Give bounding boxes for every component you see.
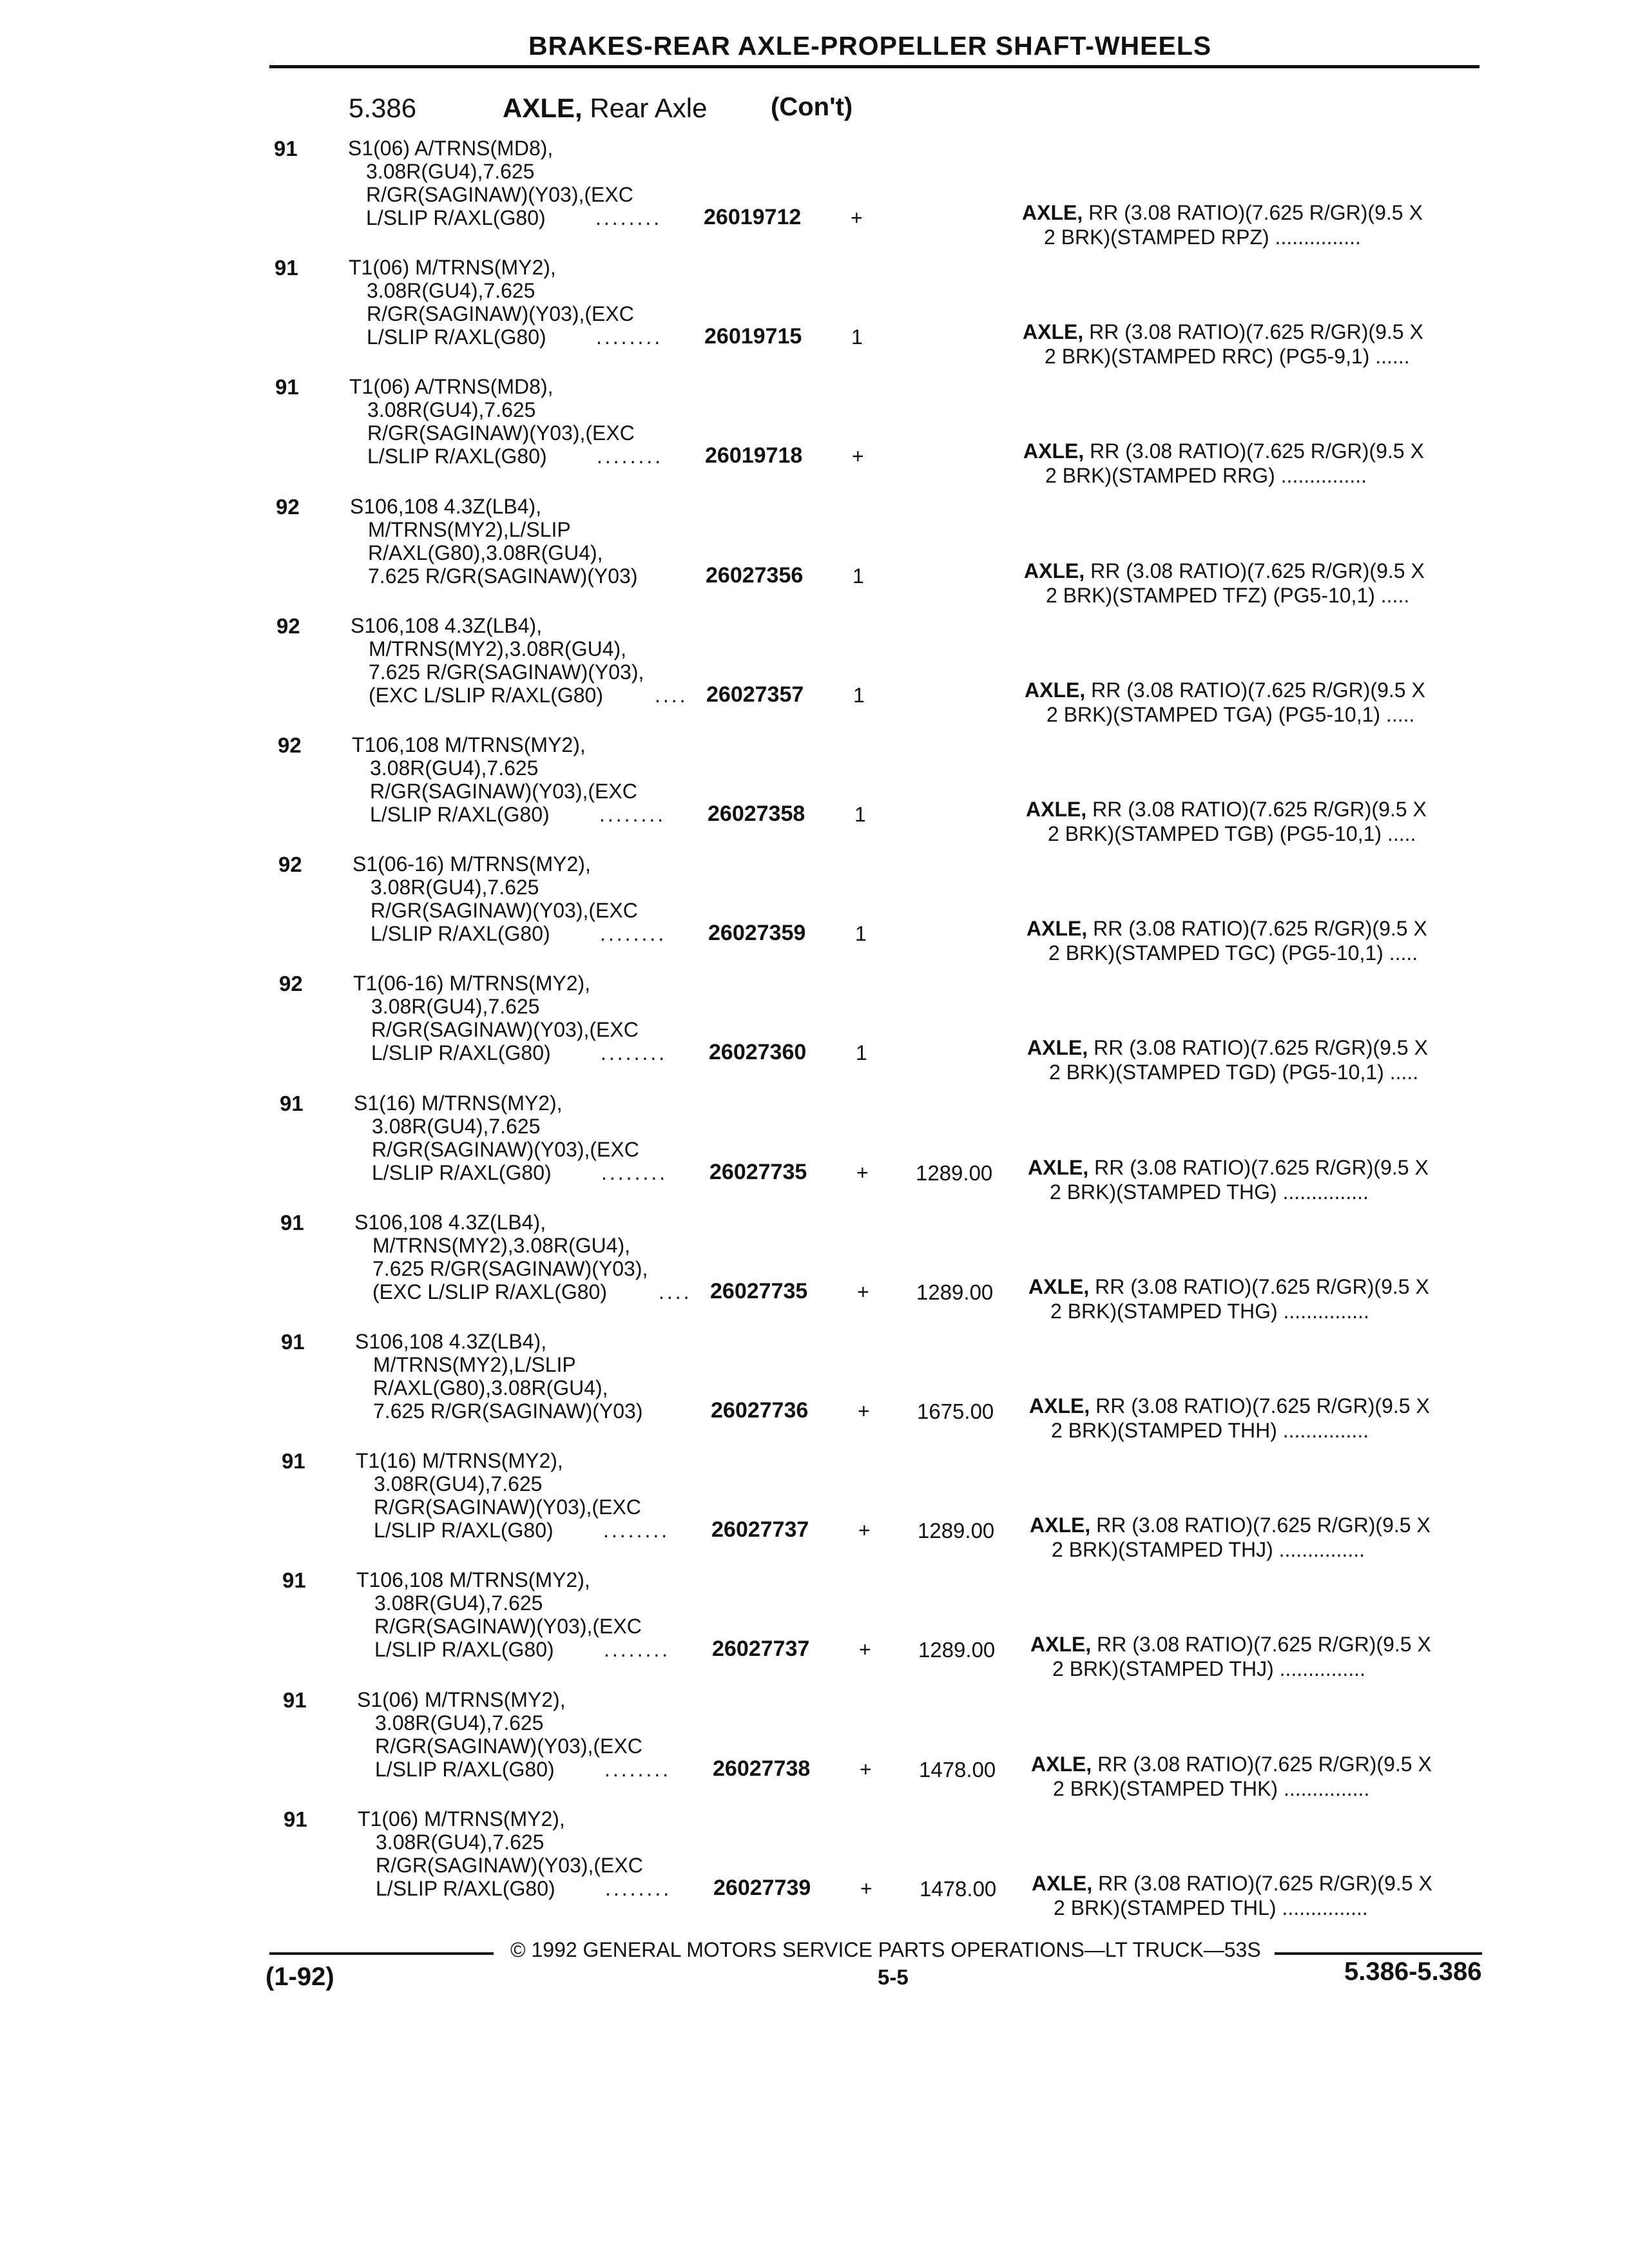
header-rule (269, 65, 1480, 68)
part-name-keyword: AXLE, (1025, 678, 1086, 702)
footer-section-range: 5.386-5.386 (1344, 1957, 1482, 1986)
part-name-keyword: AXLE, (1032, 1872, 1093, 1895)
quantity-indicator: + (860, 1877, 872, 1900)
part-name-line (1030, 1633, 1431, 1657)
section-title (503, 93, 707, 124)
description-line: T1(06) A/TRNS(MD8), (349, 375, 554, 398)
list-price: 1675.00 (917, 1399, 994, 1423)
part-name-detail: RR (3.08 RATIO)(7.625 R/GR)(9.5 X (1090, 1514, 1431, 1537)
part-name-continuation: 2 BRK)(STAMPED THL) ............... (1054, 1896, 1368, 1919)
part-number: 26027737 (712, 1637, 810, 1661)
parts-entry (0, 1568, 1629, 1687)
parts-entry (0, 1688, 1629, 1807)
part-name-keyword: AXLE, (1030, 1633, 1092, 1656)
description-line: 7.625 R/GR(SAGINAW)(Y03) (368, 564, 638, 588)
description-line: 3.08R(GU4),7.625 (374, 1591, 543, 1615)
part-name-continuation: 2 BRK)(STAMPED RRG) ............... (1045, 464, 1367, 487)
part-name-detail: RR (3.08 RATIO)(7.625 R/GR)(9.5 X (1085, 678, 1425, 702)
description-line: R/AXL(G80),3.08R(GU4), (368, 541, 603, 564)
description-line: R/GR(SAGINAW)(Y03),(EXC (367, 302, 634, 325)
quantity-indicator: 1 (853, 684, 865, 707)
leader-dots: ........ (604, 1758, 671, 1781)
part-name-detail: RR (3.08 RATIO)(7.625 R/GR)(9.5 X (1087, 917, 1427, 940)
part-number: 26027735 (710, 1279, 808, 1303)
part-name-keyword: AXLE, (1023, 320, 1084, 343)
part-name-line (1027, 1036, 1428, 1060)
description-line: R/GR(SAGINAW)(Y03),(EXC (372, 1138, 639, 1161)
part-name-line (1023, 439, 1424, 463)
part-name-keyword: AXLE, (1030, 1514, 1091, 1537)
description-line: S106,108 4.3Z(LB4), (355, 1330, 547, 1353)
leader-dots: ........ (604, 1638, 671, 1661)
part-name-detail: RR (3.08 RATIO)(7.625 R/GR)(9.5 X (1092, 1753, 1432, 1776)
part-number: 26027358 (708, 802, 805, 826)
description-line: T1(06) M/TRNS(MY2), (358, 1807, 565, 1831)
figure-number: 91 (282, 1449, 305, 1473)
part-name-detail: RR (3.08 RATIO)(7.625 R/GR)(9.5 X (1083, 320, 1423, 343)
part-name-detail: RR (3.08 RATIO)(7.625 R/GR)(9.5 X (1083, 201, 1423, 224)
figure-number: 91 (275, 375, 299, 399)
description-line: L/SLIP R/AXL(G80) (376, 1877, 555, 1900)
part-name-detail: RR (3.08 RATIO)(7.625 R/GR)(9.5 X (1089, 1275, 1429, 1298)
description-line: L/SLIP R/AXL(G80) (371, 1041, 551, 1064)
part-name-keyword: AXLE, (1027, 917, 1088, 940)
parts-entry (0, 1807, 1629, 1926)
part-name-continuation: 2 BRK)(STAMPED TFZ) (PG5-10,1) ..... (1046, 584, 1410, 607)
part-name-line (1032, 1872, 1432, 1896)
description-line: L/SLIP R/AXL(G80) (372, 1161, 552, 1184)
parts-entry (0, 1330, 1629, 1448)
description-line: T106,108 M/TRNS(MY2), (356, 1568, 590, 1591)
description-line: (EXC L/SLIP R/AXL(G80) (372, 1280, 607, 1303)
leader-dots: ........ (601, 1161, 668, 1184)
part-name-continuation: 2 BRK)(STAMPED THG) ............... (1050, 1180, 1369, 1204)
description-line: S1(16) M/TRNS(MY2), (354, 1091, 563, 1115)
leader-dots: ........ (595, 206, 662, 229)
part-number: 26027360 (709, 1040, 807, 1064)
parts-entry (0, 495, 1629, 613)
part-number: 26027739 (713, 1876, 811, 1900)
figure-number: 91 (280, 1211, 304, 1235)
quantity-indicator: 1 (856, 1041, 867, 1064)
description-line: L/SLIP R/AXL(G80) (371, 922, 550, 945)
figure-number: 91 (282, 1568, 306, 1592)
quantity-indicator: + (851, 206, 863, 229)
description-line: T106,108 M/TRNS(MY2), (352, 733, 586, 756)
section-continued: (Con't) (771, 93, 853, 121)
description-line: R/GR(SAGINAW)(Y03),(EXC (375, 1735, 642, 1758)
part-name-continuation: 2 BRK)(STAMPED TGC) (PG5-10,1) ..... (1048, 941, 1418, 965)
description-line: 3.08R(GU4),7.625 (372, 1115, 541, 1138)
leader-dots: ........ (596, 325, 663, 349)
part-name-keyword: AXLE, (1022, 201, 1083, 224)
part-name-detail: RR (3.08 RATIO)(7.625 R/GR)(9.5 X (1084, 439, 1424, 463)
list-price: 1289.00 (916, 1280, 994, 1304)
part-name-keyword: AXLE, (1028, 1156, 1089, 1179)
part-name-keyword: AXLE, (1026, 798, 1087, 821)
quantity-indicator: + (856, 1161, 869, 1184)
description-line: R/GR(SAGINAW)(Y03),(EXC (371, 1018, 639, 1041)
list-price: 1289.00 (918, 1519, 995, 1542)
leader-dots: ........ (601, 1041, 668, 1064)
description-line: 3.08R(GU4),7.625 (367, 279, 535, 302)
description-line: M/TRNS(MY2),3.08R(GU4), (372, 1234, 631, 1257)
parts-entry (0, 1211, 1629, 1329)
description-line: 3.08R(GU4),7.625 (371, 876, 539, 899)
part-name-detail: RR (3.08 RATIO)(7.625 R/GR)(9.5 X (1088, 1156, 1429, 1179)
part-number: 26019718 (705, 443, 803, 468)
quantity-indicator: 1 (854, 803, 866, 826)
leader-dots: .... (655, 684, 688, 707)
quantity-indicator: + (858, 1399, 870, 1423)
part-name-line (1024, 559, 1425, 583)
quantity-indicator: 1 (851, 325, 863, 349)
figure-number: 92 (278, 733, 302, 757)
quantity-indicator: 1 (853, 564, 864, 588)
part-number: 26027357 (706, 682, 804, 707)
part-name-line (1027, 917, 1427, 941)
parts-entry (0, 1449, 1629, 1568)
part-name-continuation: 2 BRK)(STAMPED RRC) (PG5-9,1) ...... (1045, 345, 1410, 368)
leader-dots: ........ (600, 922, 667, 945)
footer-rule-left (269, 1952, 494, 1955)
leader-dots: ........ (597, 445, 664, 468)
description-line: 3.08R(GU4),7.625 (374, 1472, 543, 1495)
description-line: R/GR(SAGINAW)(Y03),(EXC (374, 1495, 641, 1519)
parts-entry (0, 375, 1629, 494)
figure-number: 92 (278, 852, 302, 876)
description-line: 3.08R(GU4),7.625 (367, 398, 536, 421)
part-name-line (1022, 201, 1423, 225)
description-line: M/TRNS(MY2),L/SLIP (373, 1353, 576, 1376)
part-name-keyword: AXLE, (1029, 1394, 1090, 1418)
footer-date: (1-92) (265, 1963, 334, 1991)
description-line: 3.08R(GU4),7.625 (371, 995, 540, 1018)
quantity-indicator: + (858, 1519, 871, 1542)
parts-entry (0, 733, 1629, 852)
quantity-indicator: 1 (855, 922, 867, 945)
description-line: S1(06-16) M/TRNS(MY2), (352, 852, 591, 876)
description-line: L/SLIP R/AXL(G80) (367, 445, 547, 468)
footer-page-number: 5-5 (878, 1965, 909, 1989)
description-line: R/GR(SAGINAW)(Y03),(EXC (374, 1615, 642, 1638)
leader-dots: ........ (599, 803, 666, 826)
figure-number: 91 (281, 1330, 305, 1354)
section-number: 5.386 (349, 93, 417, 123)
description-line: L/SLIP R/AXL(G80) (366, 206, 546, 229)
parts-entry (0, 137, 1629, 255)
description-line: L/SLIP R/AXL(G80) (374, 1519, 554, 1542)
description-line: (EXC L/SLIP R/AXL(G80) (369, 684, 603, 707)
description-line: T1(06-16) M/TRNS(MY2), (353, 972, 591, 995)
figure-number: 92 (276, 495, 300, 519)
part-name-keyword: AXLE, (1024, 559, 1085, 582)
description-line: R/GR(SAGINAW)(Y03),(EXC (376, 1854, 643, 1877)
figure-number: 92 (279, 972, 303, 995)
quantity-indicator: + (860, 1758, 872, 1781)
figure-number: 91 (280, 1091, 304, 1115)
part-name-continuation: 2 BRK)(STAMPED THG) ............... (1050, 1300, 1369, 1323)
part-number: 26027356 (706, 563, 804, 588)
part-number: 26027359 (708, 921, 806, 945)
figure-number: 92 (276, 614, 300, 638)
description-line: S1(06) A/TRNS(MD8), (348, 137, 554, 160)
parts-entry (0, 972, 1629, 1090)
part-name-line (1031, 1753, 1432, 1776)
description-line: 3.08R(GU4),7.625 (366, 160, 535, 183)
figure-number: 91 (274, 137, 298, 160)
parts-entry (0, 852, 1629, 971)
part-name-line (1026, 798, 1427, 822)
description-line: 7.625 R/GR(SAGINAW)(Y03), (372, 1257, 648, 1280)
description-line: S106,108 4.3Z(LB4), (351, 614, 543, 637)
list-price: 1289.00 (918, 1638, 996, 1662)
parts-entry (0, 256, 1629, 374)
part-name-line (1028, 1156, 1429, 1180)
part-number: 26019715 (704, 324, 802, 349)
description-line: 3.08R(GU4),7.625 (376, 1831, 545, 1854)
description-line: T1(06) M/TRNS(MY2), (349, 256, 556, 279)
description-line: L/SLIP R/AXL(G80) (374, 1638, 554, 1661)
description-line: 3.08R(GU4),7.625 (370, 756, 539, 780)
quantity-indicator: + (852, 445, 864, 468)
part-name-line (1028, 1275, 1429, 1299)
description-line: S106,108 4.3Z(LB4), (350, 495, 542, 518)
part-name-detail: RR (3.08 RATIO)(7.625 R/GR)(9.5 X (1086, 798, 1427, 821)
figure-number: 91 (275, 256, 298, 280)
quantity-indicator: + (859, 1638, 871, 1661)
section-title-sub: Rear Axle (590, 93, 708, 123)
part-number: 26027737 (711, 1517, 809, 1542)
leader-dots: .... (659, 1280, 692, 1303)
footer-copyright: © 1992 GENERAL MOTORS SERVICE PARTS OPERATIONS—LT TRUCK—53S (510, 1938, 1261, 1961)
part-name-continuation: 2 BRK)(STAMPED THK) ............... (1053, 1777, 1370, 1800)
section-title-main: AXLE, (503, 93, 583, 123)
description-line: S1(06) M/TRNS(MY2), (357, 1688, 566, 1711)
part-name-continuation: 2 BRK)(STAMPED THJ) ............... (1052, 1657, 1365, 1680)
footer-rule-right (1275, 1952, 1482, 1955)
leader-dots: ........ (605, 1877, 672, 1900)
part-name-line (1025, 678, 1425, 702)
figure-number: 91 (284, 1807, 307, 1831)
description-line: S106,108 4.3Z(LB4), (354, 1211, 546, 1234)
description-line: M/TRNS(MY2),3.08R(GU4), (369, 637, 627, 660)
description-line: T1(16) M/TRNS(MY2), (356, 1449, 563, 1472)
part-name-continuation: 2 BRK)(STAMPED TGA) (PG5-10,1) ..... (1046, 703, 1415, 726)
description-line: 3.08R(GU4),7.625 (375, 1711, 544, 1735)
part-name-continuation: 2 BRK)(STAMPED THJ) ............... (1052, 1538, 1365, 1561)
part-name-keyword: AXLE, (1027, 1036, 1088, 1059)
part-name-continuation: 2 BRK)(STAMPED TGD) (PG5-10,1) ..... (1049, 1061, 1419, 1084)
part-name-detail: RR (3.08 RATIO)(7.625 R/GR)(9.5 X (1091, 1633, 1431, 1656)
part-name-line (1030, 1514, 1431, 1537)
description-line: L/SLIP R/AXL(G80) (370, 803, 550, 826)
part-number: 26027738 (713, 1756, 811, 1781)
description-line: 7.625 R/GR(SAGINAW)(Y03) (373, 1399, 643, 1423)
part-name-continuation: 2 BRK)(STAMPED TGB) (PG5-10,1) ..... (1048, 822, 1416, 845)
part-number: 26019712 (704, 205, 802, 229)
part-name-line (1023, 320, 1423, 344)
part-name-detail: RR (3.08 RATIO)(7.625 R/GR)(9.5 X (1092, 1872, 1432, 1895)
description-line: R/GR(SAGINAW)(Y03),(EXC (371, 899, 638, 922)
list-price: 1478.00 (919, 1758, 996, 1782)
description-line: M/TRNS(MY2),L/SLIP (368, 518, 571, 541)
page-header-title: BRAKES-REAR AXLE-PROPELLER SHAFT-WHEELS (528, 31, 1212, 61)
parts-entry (0, 614, 1629, 733)
leader-dots: ........ (603, 1519, 670, 1542)
figure-number: 91 (283, 1688, 307, 1712)
part-name-continuation: 2 BRK)(STAMPED RPZ) ............... (1044, 226, 1361, 249)
quantity-indicator: + (857, 1280, 869, 1303)
description-line: L/SLIP R/AXL(G80) (367, 325, 546, 349)
list-price: 1289.00 (916, 1161, 993, 1185)
description-line: 7.625 R/GR(SAGINAW)(Y03), (369, 660, 644, 684)
part-number: 26027736 (711, 1398, 809, 1423)
part-name-detail: RR (3.08 RATIO)(7.625 R/GR)(9.5 X (1084, 559, 1425, 582)
description-line: L/SLIP R/AXL(G80) (375, 1758, 555, 1781)
description-line: R/GR(SAGINAW)(Y03),(EXC (370, 780, 637, 803)
list-price: 1478.00 (920, 1877, 997, 1901)
description-line: R/GR(SAGINAW)(Y03),(EXC (367, 421, 635, 445)
part-name-keyword: AXLE, (1031, 1753, 1092, 1776)
part-name-detail: RR (3.08 RATIO)(7.625 R/GR)(9.5 X (1088, 1036, 1428, 1059)
description-line: R/AXL(G80),3.08R(GU4), (373, 1376, 608, 1399)
part-name-keyword: AXLE, (1028, 1275, 1090, 1298)
part-number: 26027735 (709, 1160, 807, 1184)
part-name-keyword: AXLE, (1023, 439, 1084, 463)
parts-entry (0, 1091, 1629, 1210)
part-name-line (1029, 1394, 1430, 1418)
part-name-detail: RR (3.08 RATIO)(7.625 R/GR)(9.5 X (1090, 1394, 1430, 1418)
part-name-continuation: 2 BRK)(STAMPED THH) ............... (1051, 1419, 1369, 1442)
description-line: R/GR(SAGINAW)(Y03),(EXC (366, 183, 633, 206)
